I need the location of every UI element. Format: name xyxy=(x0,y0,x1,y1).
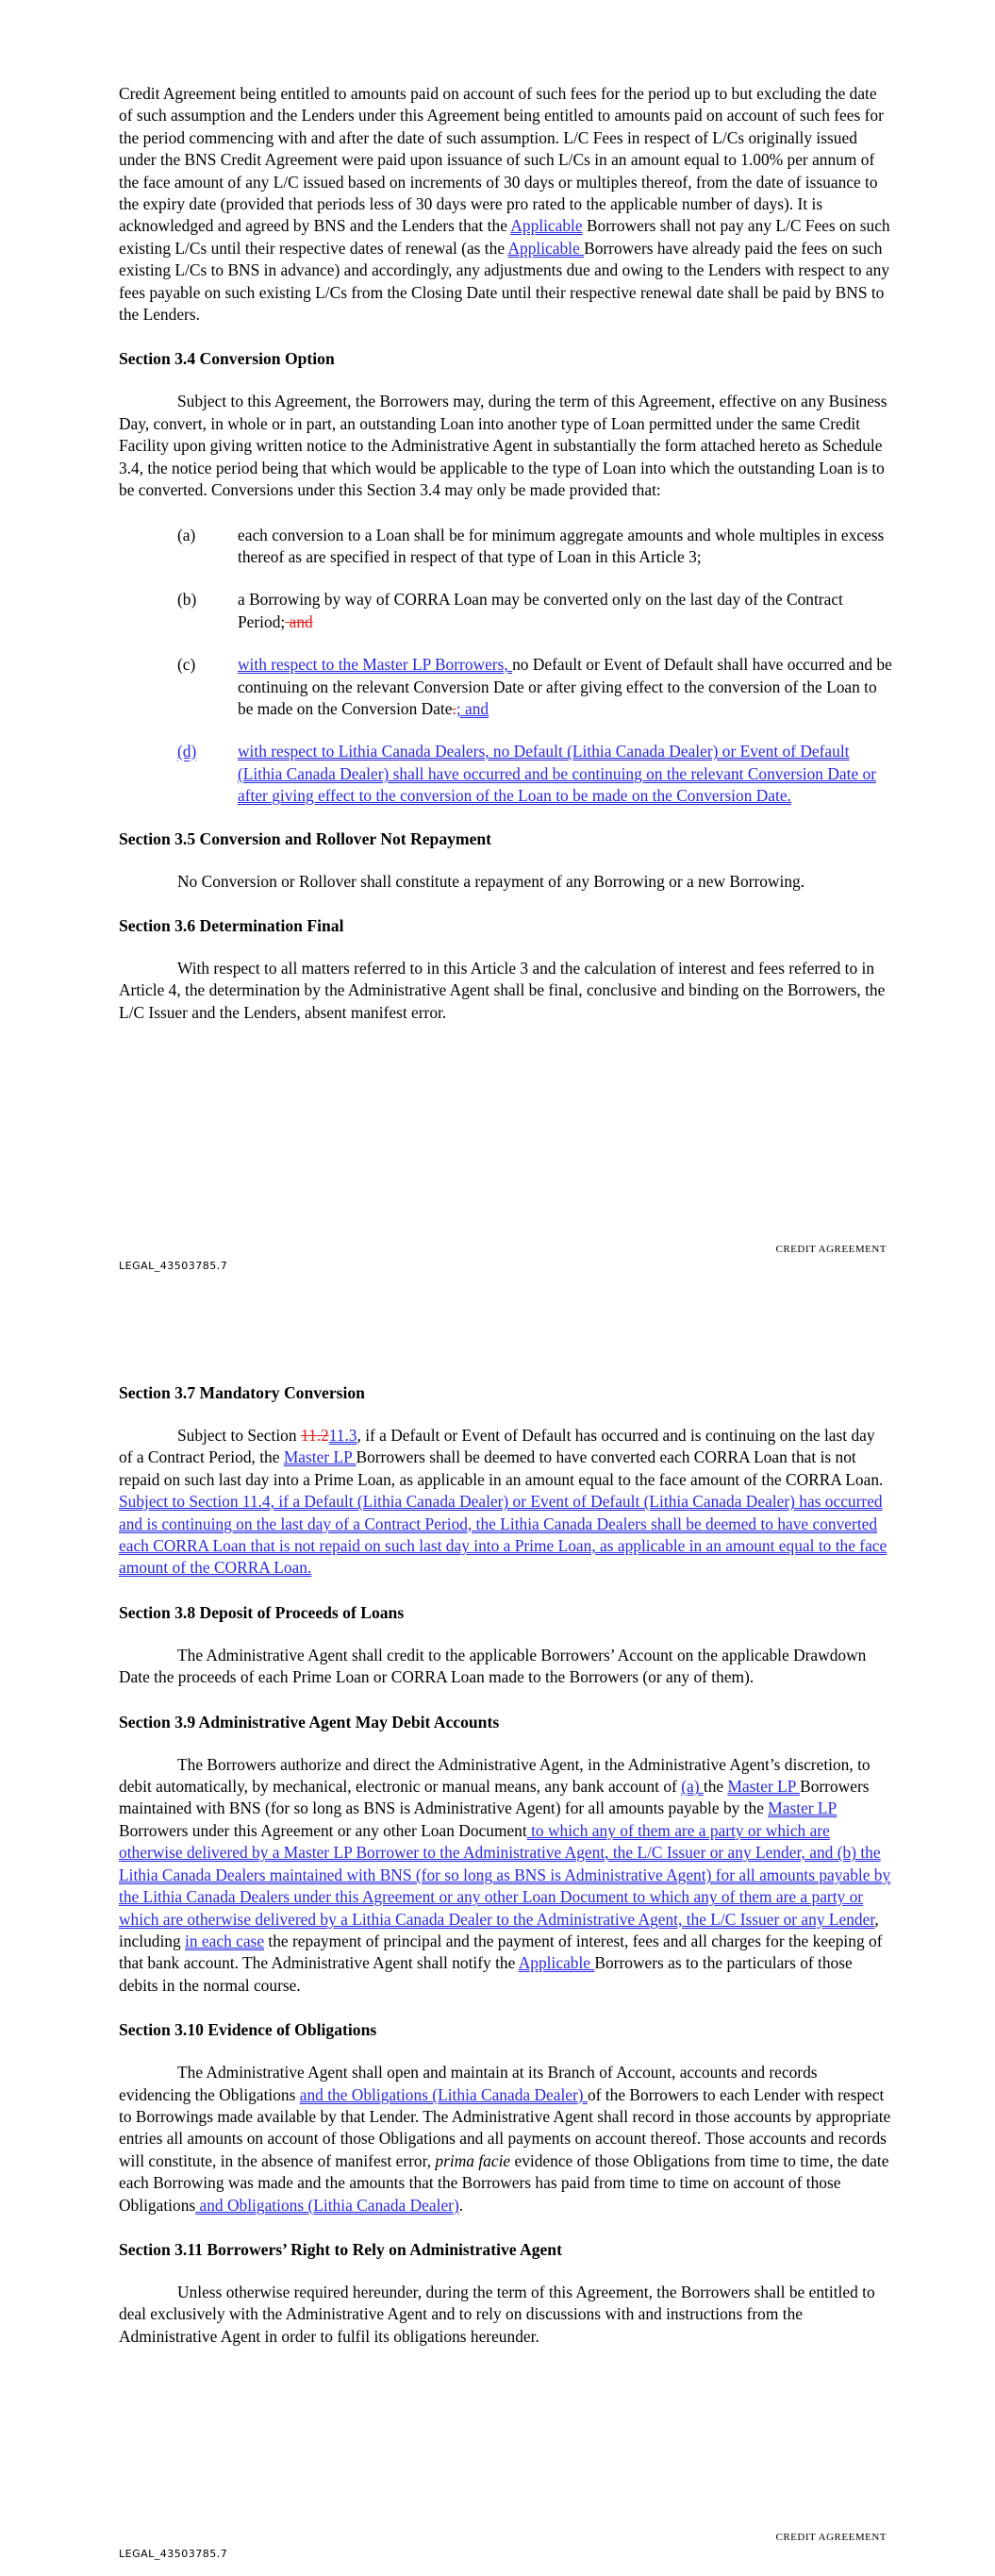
footer-doc-id: LEGAL_43503785.7 xyxy=(119,1260,228,1272)
section-3-9-heading: Section 3.9 Administrative Agent May Debit Accounts xyxy=(119,1712,500,1731)
section-3-5-heading: Section 3.5 Conversion and Rollover Not Repayment xyxy=(119,828,492,848)
section-3-8-body: The Administrative Agent shall credit to the applicable Borrowers’ Account on the applicable Drawdown Date the proceeds of each Prime Loan or CORRA Loan made to the Borrowers (or any of them). xyxy=(119,1645,867,1687)
section-3-11-heading: Section 3.11 Borrowers’ Right to Rely on Administrative Agent xyxy=(119,2239,562,2259)
section-3-11-body: Unless otherwise required hereunder, during the term of this Agreement, the Borrowers shall be entitled to deal exclusively with the Administrative Agent and to rely on discussions with and instructions from the Administrative Agent in order to fulfil its obligations hereunder. xyxy=(119,2282,875,2346)
section-3-6-body: With respect to all matters referred to in this Article 3 and the calculation of interest and fees referred to in Article 4, the determination by the Administrative Agent shall be final, conclusive and binding on the Borrowers, the L/C Issuer and the Lenders, absent manifest error. xyxy=(119,958,886,1022)
list-item-b: (b) a Borrowing by way of CORRA Loan may be converted only on the last day of the Contract Period; and xyxy=(177,590,843,631)
section-3-7-heading: Section 3.7 Mandatory Conversion xyxy=(119,1383,365,1402)
page-2-content xyxy=(119,1382,892,2370)
list-item-a: (a) each conversion to a Loan shall be for minimum aggregate amounts and whole multiples in excess thereof as are specified in respect of that type of Loan in this Article 3; xyxy=(177,525,885,566)
page-1-content xyxy=(119,83,892,1046)
section-3-6-heading: Section 3.6 Determination Final xyxy=(119,915,344,935)
section-3-10-body: The Administrative Agent shall open and maintain at its Branch of Account, accounts and records evidencing the Obligations and the Obligations (Lithia Canada Dealer) of the Borrowers to each Lender with respect to Borrowings made available by that Lender. The Administrative Agent shall record in those accounts by appropriate entries all amounts on account of those Obligations and all payments on account thereof. Those accounts and records will constitute, in the absence of manifest error, prima facie evidence of those Obligations from time to time, the date each Borrowing was made and the amounts that the Borrowers has paid from time to time on account of those Obligations and Obligations (Lithia Canada Dealer). xyxy=(119,2063,891,2215)
section-3-5-body: No Conversion or Rollover shall constitute a repayment of any Borrowing or a new Borrowing. xyxy=(177,871,805,891)
footer-title: CREDIT AGREEMENT xyxy=(775,2532,887,2543)
intro-paragraph: Credit Agreement being entitled to amounts paid on account of such fees for the period up to but excluding the date of such assumption and the Lenders under this Agreement being entitled to amounts paid on account of such fees for the period commencing with and after the date of such assumption. L/C Fees in respect of L/Cs originally issued under the BNS Credit Agreement were paid upon issuance of such L/Cs in an amount equal to 1.00% per annum of the face amount of any L/C issued based on increments of 30 days or multiples thereof, from the date of issuance to the expiry date (provided that periods less of 30 days were pro rated to the applicable number of days). It is acknowledged and agreed by BNS and the Lenders that the Applicable Borrowers shall not pay any L/C Fees on such existing L/Cs until their respective dates of renewal (as the Applicable Borrowers have already paid the fees on such existing L/Cs to BNS in advance) and accordingly, any adjustments due and owing to the Lenders with respect to any fees payable on such existing L/Cs from the Closing Date until their respective renewal date shall be paid by BNS to the Lenders. xyxy=(119,84,890,325)
section-3-9-body: The Borrowers authorize and direct the Administrative Agent, in the Administrative Agent’s discretion, to debit automatically, by mechanical, electronic or manual means, any bank account of (a) the Master LP Borrowers maintained with BNS (for so long as BNS is Administrative Agent) for all amounts payable by the Master LP Borrowers under this Agreement or any other Loan Document to which any of them are a party or which are otherwise delivered by a Master LP Borrower to the Administrative Agent, the L/C Issuer or any Lender, and (b) the Lithia Canada Dealers maintained with BNS (for so long as BNS is Administrative Agent) for all amounts payable by the Lithia Canada Dealers under this Agreement or any other Loan Document to which any of them are a party or which are otherwise delivered by a Lithia Canada Dealer to the Administrative Agent, the L/C Issuer or any Lender, including in each case the repayment of principal and the payment of interest, fees and all charges for the keeping of that bank account. The Administrative Agent shall notify the Applicable Borrowers as to the particulars of those debits in the normal course. xyxy=(119,1754,891,1995)
footer-title: CREDIT AGREEMENT xyxy=(775,1244,887,1255)
section-3-8-heading: Section 3.8 Deposit of Proceeds of Loans xyxy=(119,1602,405,1622)
page-2 xyxy=(0,1288,995,2576)
section-3-4-heading: Section 3.4 Conversion Option xyxy=(119,349,335,369)
section-3-7-body: Subject to Section 11.211.3, if a Default or Event of Default has occurred and is continuing on the last day of a Contract Period, the Master LP Borrowers shall be deemed to have converted each CORRA Loan that is not repaid on such last day into a Prime Loan, as applicable in an amount equal to the face amount of the CORRA Loan. Subject to Section 11.4, if a Default (Lithia Canada Dealer) or Event of Default (Lithia Canada Dealer) has occurred and is continuing on the last day of a Contract Period, the Lithia Canada Dealers shall be deemed to have converted each CORRA Loan that is not repaid on such last day into a Prime Loan, as applicable in an amount equal to the face amount of the CORRA Loan. xyxy=(119,1426,887,1578)
section-3-4-body: Subject to this Agreement, the Borrowers may, during the term of this Agreement, effective on any Business Day, convert, in whole or in part, an outstanding Loan into another type of Loan permitted under the same Credit Facility upon giving written notice to the Administrative Agent in substantially the form attached hereto as Schedule 3.4, the notice period being that which would be applicable to the type of Loan into which the outstanding Loan is to be converted. Conversions under this Section 3.4 may only be made provided that: xyxy=(119,392,887,500)
list-item-c: (c) with respect to the Master LP Borrowers, no Default or Event of Default shall have occurred and be continuing on the relevant Conversion Date or after giving effect to the conversion of the Loan to be made on the Conversion Date.; and xyxy=(177,655,892,718)
list-item-d: (d) with respect to Lithia Canada Dealers, no Default (Lithia Canada Dealer) or Event of Default (Lithia Canada Dealer) shall have occurred and be continuing on the relevant Conversion Date or after giving effect to the conversion of the Loan to be made on the Conversion Date. xyxy=(177,742,877,806)
footer-doc-id: LEGAL_43503785.7 xyxy=(119,2548,228,2560)
section-3-10-heading: Section 3.10 Evidence of Obligations xyxy=(119,2020,377,2040)
